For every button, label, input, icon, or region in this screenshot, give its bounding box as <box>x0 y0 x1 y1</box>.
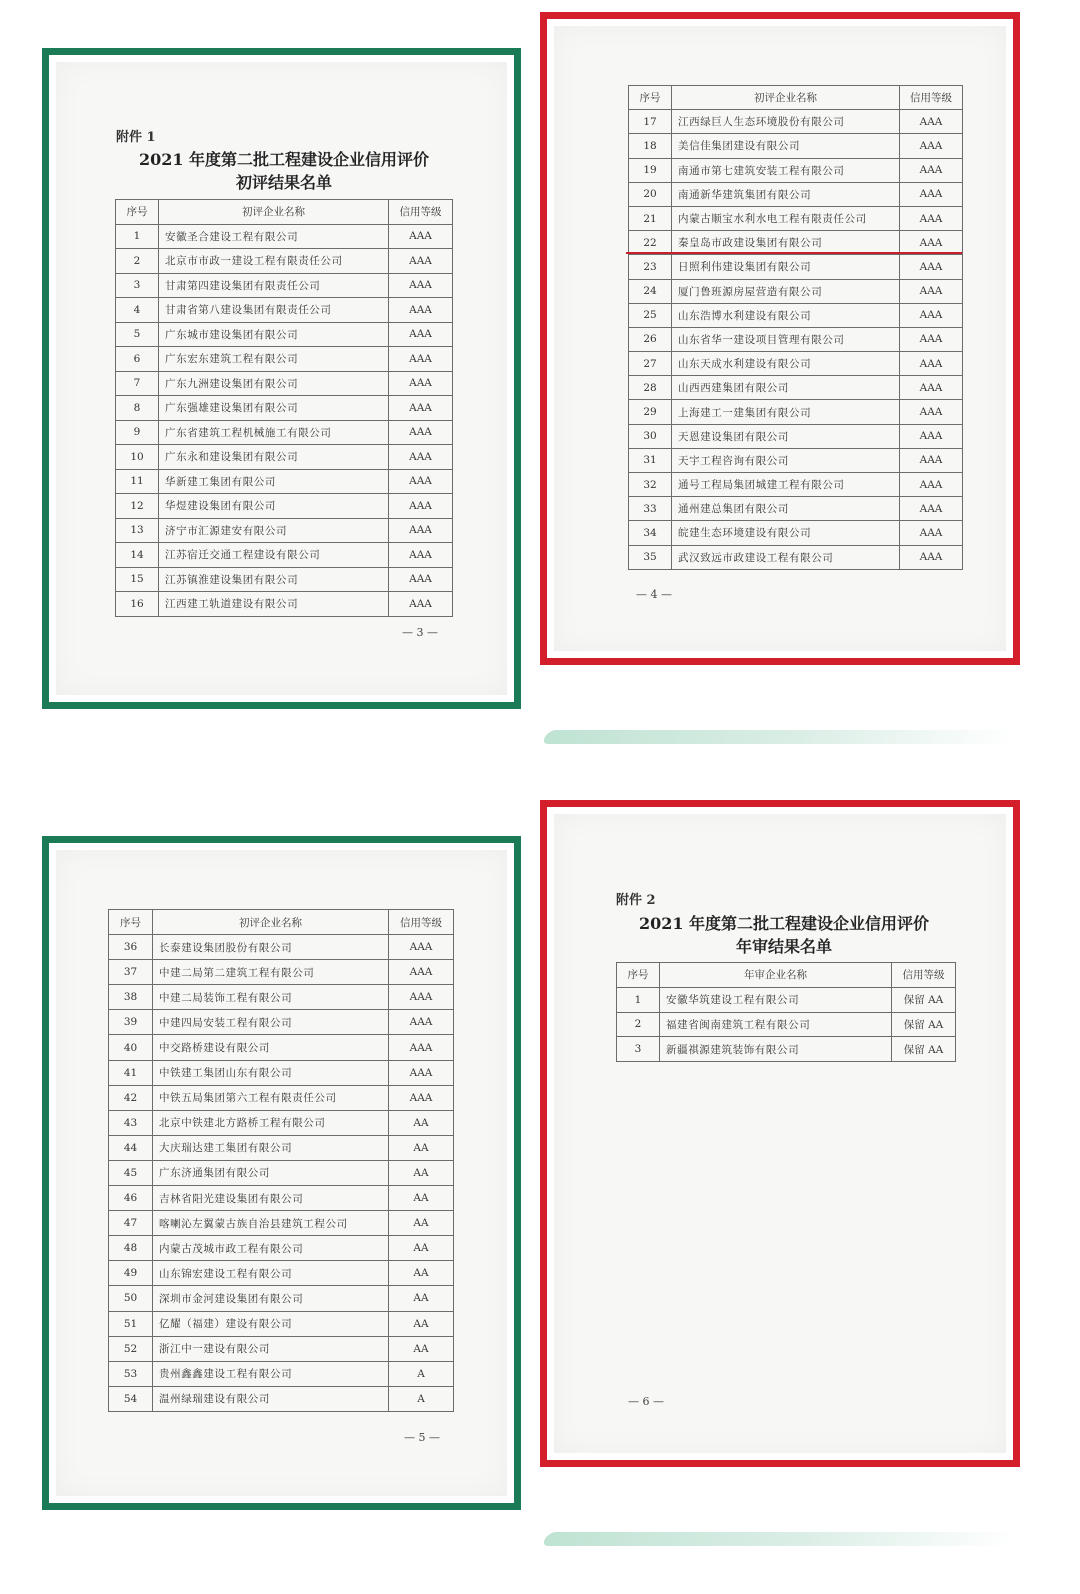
table-row <box>109 1135 454 1160</box>
seq-cell: 32 <box>629 473 672 497</box>
table-row <box>617 1037 956 1062</box>
seq-cell: 31 <box>629 448 672 472</box>
seq-cell: 1 <box>116 224 159 249</box>
table-row <box>109 1010 454 1035</box>
seq-cell: 19 <box>629 158 672 182</box>
grade-cell: AA <box>389 1311 454 1336</box>
page-3-number: — 3 — <box>402 626 438 639</box>
company-name-cell: 上海建工一建集团有限公司 <box>672 400 900 424</box>
table-row <box>116 298 453 323</box>
grade-cell: AAA <box>389 445 453 470</box>
seq-cell: 36 <box>109 935 153 960</box>
grade-cell: AAA <box>389 469 453 494</box>
seq-cell: 2 <box>617 1012 660 1037</box>
grade-cell: AAA <box>389 249 453 274</box>
grade-cell: AAA <box>900 158 963 182</box>
page-6-number: — 6 — <box>628 1395 664 1408</box>
seq-cell: 7 <box>116 371 159 396</box>
page-6-title-line1: 2021 年度第二批工程建设企业信用评价 <box>638 914 930 933</box>
seq-cell: 44 <box>109 1135 153 1160</box>
seq-cell: 38 <box>109 985 153 1010</box>
seq-cell: 26 <box>629 327 672 351</box>
grade-cell: 保留 AA <box>892 987 956 1012</box>
p4-header-seq: 序号 <box>629 86 672 110</box>
table-row <box>109 1160 454 1185</box>
table-row <box>116 567 453 592</box>
company-name-cell: 山西西建集团有限公司 <box>672 376 900 400</box>
seq-cell: 20 <box>629 182 672 206</box>
company-name-cell: 中交路桥建设有限公司 <box>153 1035 389 1060</box>
grade-cell: 保留 AA <box>892 1037 956 1062</box>
page-6-title-line2: 年审结果名单 <box>735 937 832 956</box>
table-row <box>109 1361 454 1386</box>
company-name-cell: 厦门鲁班源房屋营造有限公司 <box>672 279 900 303</box>
grade-cell: AAA <box>389 960 454 985</box>
seq-cell: 16 <box>116 592 159 617</box>
company-name-cell: 通号工程局集团城建工程有限公司 <box>672 473 900 497</box>
page-6-annex-label: 附件 2 <box>616 893 656 908</box>
company-name-cell: 广东强雄建设集团有限公司 <box>159 396 389 421</box>
page-6-table <box>616 962 956 1062</box>
grade-cell: AAA <box>900 182 963 206</box>
seq-cell: 45 <box>109 1160 153 1185</box>
seq-cell: 21 <box>629 206 672 230</box>
company-name-cell: 皖建生态环境建设有限公司 <box>672 521 900 545</box>
grade-cell: AAA <box>900 497 963 521</box>
table-row <box>109 1110 454 1135</box>
company-name-cell: 天恩建设集团有限公司 <box>672 424 900 448</box>
seq-cell: 39 <box>109 1010 153 1035</box>
seq-cell: 51 <box>109 1311 153 1336</box>
p3-header-grade: 信用等级 <box>389 200 453 225</box>
grade-cell: AAA <box>389 567 453 592</box>
company-name-cell: 中铁五局集团第六工程有限责任公司 <box>153 1085 389 1110</box>
seq-cell: 35 <box>629 545 672 569</box>
grade-cell: AAA <box>389 322 453 347</box>
company-name-cell: 安徽华筑建设工程有限公司 <box>660 987 892 1012</box>
grade-cell: AA <box>389 1236 454 1261</box>
grade-cell: AAA <box>900 545 963 569</box>
grade-cell: AA <box>389 1160 454 1185</box>
table-row <box>109 1085 454 1110</box>
seq-cell: 46 <box>109 1186 153 1211</box>
seq-cell: 37 <box>109 960 153 985</box>
page-4-number: — 4 — <box>636 588 672 601</box>
company-name-cell: 亿耀（福建）建设有限公司 <box>153 1311 389 1336</box>
grade-cell: AAA <box>389 518 453 543</box>
table-row <box>109 1236 454 1261</box>
table-row <box>629 158 963 182</box>
seq-cell: 48 <box>109 1236 153 1261</box>
company-name-cell: 安徽圣合建设工程有限公司 <box>159 224 389 249</box>
grade-cell: AAA <box>900 255 963 279</box>
company-name-cell: 福建省闽南建筑工程有限公司 <box>660 1012 892 1037</box>
table-row <box>109 1035 454 1060</box>
p3-header-company: 初评企业名称 <box>159 200 389 225</box>
company-name-cell: 内蒙古顺宝水利水电工程有限责任公司 <box>672 206 900 230</box>
company-name-cell: 山东天成水利建设有限公司 <box>672 352 900 376</box>
seq-cell: 41 <box>109 1060 153 1085</box>
company-name-cell: 华煜建设集团有限公司 <box>159 494 389 519</box>
table-row <box>629 376 963 400</box>
seq-cell: 50 <box>109 1286 153 1311</box>
table-row <box>116 445 453 470</box>
seq-cell: 12 <box>116 494 159 519</box>
table-row <box>629 400 963 424</box>
company-name-cell: 通州建总集团有限公司 <box>672 497 900 521</box>
p6-table-header-row <box>617 963 956 988</box>
decorative-swoosh-bottom <box>541 1532 1019 1546</box>
table-row <box>109 1286 454 1311</box>
grade-cell: AAA <box>389 1085 454 1110</box>
table-row <box>629 206 963 230</box>
page-5-table <box>108 909 454 1412</box>
decorative-swoosh-top <box>541 730 1019 744</box>
grade-cell: AAA <box>389 298 453 323</box>
p5-table-header-row <box>109 910 454 935</box>
seq-cell: 22 <box>629 231 672 255</box>
grade-cell: AAA <box>900 352 963 376</box>
page-3-title <box>110 148 458 194</box>
grade-cell: AAA <box>389 592 453 617</box>
company-name-cell: 武汉致远市政建设工程有限公司 <box>672 545 900 569</box>
seq-cell: 52 <box>109 1336 153 1361</box>
grade-cell: AAA <box>900 327 963 351</box>
p5-header-grade: 信用等级 <box>389 910 454 935</box>
company-name-cell: 江苏宿迁交通工程建设有限公司 <box>159 543 389 568</box>
table-row <box>116 249 453 274</box>
grade-cell: AA <box>389 1211 454 1236</box>
grade-cell: AAA <box>389 494 453 519</box>
p4-header-company: 初评企业名称 <box>672 86 900 110</box>
p5-header-company: 初评企业名称 <box>153 910 389 935</box>
table-row <box>109 1211 454 1236</box>
seq-cell: 15 <box>116 567 159 592</box>
grade-cell: AAA <box>389 985 454 1010</box>
company-name-cell: 江苏镇淮建设集团有限公司 <box>159 567 389 592</box>
company-name-cell: 南通市第七建筑安装工程有限公司 <box>672 158 900 182</box>
company-name-cell: 南通新华建筑集团有限公司 <box>672 182 900 206</box>
company-name-cell: 甘肃第四建设集团有限责任公司 <box>159 273 389 298</box>
grade-cell: AAA <box>900 279 963 303</box>
seq-cell: 11 <box>116 469 159 494</box>
table-row <box>629 448 963 472</box>
grade-cell: AAA <box>900 400 963 424</box>
table-row <box>629 303 963 327</box>
company-name-cell: 中建二局第二建筑工程有限公司 <box>153 960 389 985</box>
seq-cell: 3 <box>116 273 159 298</box>
seq-cell: 2 <box>116 249 159 274</box>
page-6-title <box>610 912 958 958</box>
p4-header-grade: 信用等级 <box>900 86 963 110</box>
grade-cell: A <box>389 1361 454 1386</box>
table-row <box>116 469 453 494</box>
table-row <box>629 255 963 279</box>
company-name-cell: 浙江中一建设有限公司 <box>153 1336 389 1361</box>
seq-cell: 4 <box>116 298 159 323</box>
p6-header-grade: 信用等级 <box>892 963 956 988</box>
seq-cell: 8 <box>116 396 159 421</box>
company-name-cell: 新疆祺源建筑装饰有限公司 <box>660 1037 892 1062</box>
table-row <box>629 473 963 497</box>
company-name-cell: 吉林省阳光建设集团有限公司 <box>153 1186 389 1211</box>
table-row <box>617 1012 956 1037</box>
grade-cell: AAA <box>389 1035 454 1060</box>
table-row <box>109 1386 454 1411</box>
company-name-cell: 广东永和建设集团有限公司 <box>159 445 389 470</box>
p3-header-seq: 序号 <box>116 200 159 225</box>
table-row <box>629 110 963 134</box>
table-row <box>116 518 453 543</box>
grade-cell: AAA <box>389 224 453 249</box>
company-name-cell: 江西绿巨人生态环境股份有限公司 <box>672 110 900 134</box>
grade-cell: A <box>389 1386 454 1411</box>
p5-header-seq: 序号 <box>109 910 153 935</box>
company-name-cell: 秦皇岛市政建设集团有限公司 <box>672 231 900 255</box>
seq-cell: 53 <box>109 1361 153 1386</box>
table-row <box>109 935 454 960</box>
seq-cell: 42 <box>109 1085 153 1110</box>
company-name-cell: 济宁市汇源建安有限公司 <box>159 518 389 543</box>
table-row <box>617 987 956 1012</box>
grade-cell: AAA <box>900 448 963 472</box>
seq-cell: 43 <box>109 1110 153 1135</box>
company-name-cell: 广东省建筑工程机械施工有限公司 <box>159 420 389 445</box>
seq-cell: 27 <box>629 352 672 376</box>
company-name-cell: 中建四局安装工程有限公司 <box>153 1010 389 1035</box>
table-row <box>116 273 453 298</box>
company-name-cell: 广东济通集团有限公司 <box>153 1160 389 1185</box>
seq-cell: 28 <box>629 376 672 400</box>
table-row <box>109 1060 454 1085</box>
page-3-annex-label: 附件 1 <box>116 130 156 145</box>
company-name-cell: 华新建工集团有限公司 <box>159 469 389 494</box>
table-row <box>109 1336 454 1361</box>
company-name-cell: 喀喇沁左翼蒙古族自治县建筑工程公司 <box>153 1211 389 1236</box>
table-row <box>629 497 963 521</box>
grade-cell: AAA <box>900 376 963 400</box>
seq-cell: 9 <box>116 420 159 445</box>
seq-cell: 33 <box>629 497 672 521</box>
table-row <box>109 960 454 985</box>
grade-cell: AA <box>389 1110 454 1135</box>
grade-cell: AAA <box>389 347 453 372</box>
table-row <box>109 985 454 1010</box>
table-row <box>629 182 963 206</box>
grade-cell: AAA <box>900 206 963 230</box>
grade-cell: AAA <box>389 935 454 960</box>
p6-header-company: 年审企业名称 <box>660 963 892 988</box>
grade-cell: AA <box>389 1261 454 1286</box>
table-row <box>116 224 453 249</box>
table-row <box>116 494 453 519</box>
seq-cell: 13 <box>116 518 159 543</box>
grade-cell: 保留 AA <box>892 1012 956 1037</box>
grade-cell: AAA <box>900 110 963 134</box>
grade-cell: AAA <box>900 424 963 448</box>
company-name-cell: 内蒙古茂城市政工程有限公司 <box>153 1236 389 1261</box>
company-name-cell: 贵州鑫鑫建设工程有限公司 <box>153 1361 389 1386</box>
seq-cell: 14 <box>116 543 159 568</box>
grade-cell: AAA <box>900 473 963 497</box>
table-row <box>629 352 963 376</box>
grade-cell: AAA <box>389 396 453 421</box>
seq-cell: 23 <box>629 255 672 279</box>
company-name-cell: 温州绿瑞建设有限公司 <box>153 1386 389 1411</box>
seq-cell: 3 <box>617 1037 660 1062</box>
page-6-paper <box>554 814 1006 1453</box>
company-name-cell: 北京市市政一建设工程有限责任公司 <box>159 249 389 274</box>
grade-cell: AAA <box>900 134 963 158</box>
grade-cell: AAA <box>389 1060 454 1085</box>
table-row <box>629 545 963 569</box>
table-row <box>116 592 453 617</box>
table-row <box>629 521 963 545</box>
page-4-table <box>628 85 963 570</box>
table-row <box>629 424 963 448</box>
page-3-title-line1: 2021 年度第二批工程建设企业信用评价 <box>138 150 430 169</box>
seq-cell: 29 <box>629 400 672 424</box>
seq-cell: 30 <box>629 424 672 448</box>
table-row <box>116 347 453 372</box>
company-name-cell: 北京中铁建北方路桥工程有限公司 <box>153 1110 389 1135</box>
seq-cell: 18 <box>629 134 672 158</box>
company-name-cell: 长泰建设集团股份有限公司 <box>153 935 389 960</box>
table-row <box>629 134 963 158</box>
seq-cell: 40 <box>109 1035 153 1060</box>
company-name-cell: 江西建工轨道建设有限公司 <box>159 592 389 617</box>
seq-cell: 49 <box>109 1261 153 1286</box>
grade-cell: AAA <box>389 1010 454 1035</box>
company-name-cell: 广东九洲建设集团有限公司 <box>159 371 389 396</box>
seq-cell: 6 <box>116 347 159 372</box>
grade-cell: AAA <box>900 303 963 327</box>
company-name-cell: 广东宏东建筑工程有限公司 <box>159 347 389 372</box>
p4-table-header-row <box>629 86 963 110</box>
grade-cell: AA <box>389 1286 454 1311</box>
grade-cell: AA <box>389 1336 454 1361</box>
grade-cell: AAA <box>389 273 453 298</box>
table-row <box>116 420 453 445</box>
highlight-underline <box>626 252 962 254</box>
seq-cell: 47 <box>109 1211 153 1236</box>
grade-cell: AA <box>389 1186 454 1211</box>
page-3-title-line2: 初评结果名单 <box>235 173 332 192</box>
grade-cell: AAA <box>389 371 453 396</box>
company-name-cell: 中建二局装饰工程有限公司 <box>153 985 389 1010</box>
seq-cell: 10 <box>116 445 159 470</box>
seq-cell: 5 <box>116 322 159 347</box>
grade-cell: AAA <box>389 543 453 568</box>
page-3-table <box>115 199 453 617</box>
seq-cell: 34 <box>629 521 672 545</box>
company-name-cell: 中铁建工集团山东有限公司 <box>153 1060 389 1085</box>
company-name-cell: 甘肃省第八建设集团有限责任公司 <box>159 298 389 323</box>
grade-cell: AA <box>389 1135 454 1160</box>
seq-cell: 17 <box>629 110 672 134</box>
table-row <box>116 396 453 421</box>
page-5-number: — 5 — <box>404 1431 440 1444</box>
seq-cell: 54 <box>109 1386 153 1411</box>
company-name-cell: 日照利伟建设集团有限公司 <box>672 255 900 279</box>
company-name-cell: 山东锦宏建设工程有限公司 <box>153 1261 389 1286</box>
company-name-cell: 天宇工程咨询有限公司 <box>672 448 900 472</box>
grade-cell: AAA <box>900 231 963 255</box>
company-name-cell: 美信佳集团建设有限公司 <box>672 134 900 158</box>
grade-cell: AAA <box>389 420 453 445</box>
company-name-cell: 大庆瑞达建工集团有限公司 <box>153 1135 389 1160</box>
company-name-cell: 广东城市建设集团有限公司 <box>159 322 389 347</box>
seq-cell: 25 <box>629 303 672 327</box>
table-row <box>629 279 963 303</box>
company-name-cell: 山东浩博水利建设有限公司 <box>672 303 900 327</box>
seq-cell: 24 <box>629 279 672 303</box>
seq-cell: 1 <box>617 987 660 1012</box>
table-row <box>116 322 453 347</box>
table-row <box>109 1311 454 1336</box>
table-row <box>109 1261 454 1286</box>
table-row <box>109 1186 454 1211</box>
table-row <box>116 543 453 568</box>
company-name-cell: 深圳市金河建设集团有限公司 <box>153 1286 389 1311</box>
table-row <box>629 327 963 351</box>
grade-cell: AAA <box>900 521 963 545</box>
p3-table-header-row <box>116 200 453 225</box>
p6-header-seq: 序号 <box>617 963 660 988</box>
company-name-cell: 山东省华一建设项目管理有限公司 <box>672 327 900 351</box>
table-row <box>116 371 453 396</box>
